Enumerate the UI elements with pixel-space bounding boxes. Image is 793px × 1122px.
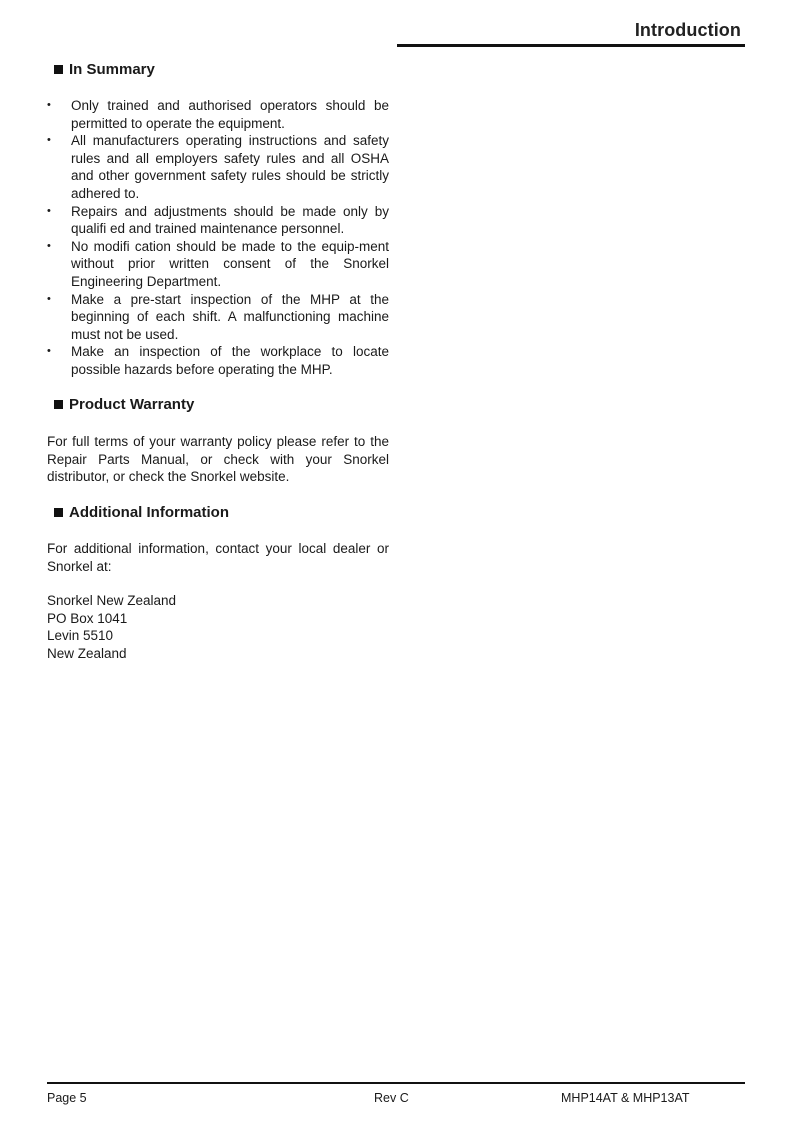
list-item [47,343,389,378]
address-line: New Zealand [47,645,127,661]
header-rule [397,44,745,47]
contact-address [47,592,176,662]
list-item [47,132,389,202]
bullet-dot-icon: • [47,239,51,252]
page-header-title: Introduction [634,20,741,40]
additional-heading-text: Additional Information [69,504,229,521]
list-item-text: Repairs and adjustments should be made only by qualifi ed and trained maintenance personnel. [71,203,389,237]
summary-bullet-list [47,97,389,379]
bullet-dot-icon: • [47,134,51,147]
warranty-heading-text: Product Warranty [69,396,195,413]
list-item [47,97,389,132]
list-item-text: Make an inspection of the workplace to locate possible hazards before operating the MHP. [71,344,389,377]
summary-heading-text: In Summary [69,61,155,78]
list-item [47,291,389,344]
section-heading-warranty [54,396,194,413]
section-heading-summary [54,61,155,78]
list-item-text: No modifi cation should be made to the equip-ment without prior written consent of the Snorkel Engineering Department. [71,238,389,289]
square-bullet-icon [54,400,63,409]
list-item-text: All manufacturers operating instructions and safety rules and all employers safety rules and all OSHA and other government safety rules should be strictly adhered to. [71,133,389,201]
additional-paragraph: For additional information, contact your local dealer or Snorkel at: [47,541,389,574]
bullet-dot-icon: • [47,292,51,305]
bullet-dot-icon: • [47,99,51,111]
address-line: PO Box 1041 [47,610,128,626]
footer-page-number: Page 5 [47,1091,87,1105]
list-item [47,203,389,238]
footer-model: MHP14AT & MHP13AT [561,1091,690,1105]
square-bullet-icon [54,65,63,74]
footer-rule [47,1082,745,1084]
square-bullet-icon [54,508,63,517]
footer-revision: Rev C [374,1091,409,1105]
bullet-dot-icon: • [47,345,51,358]
bullet-dot-icon: • [47,204,51,217]
list-item [47,238,389,291]
list-item-text: Make a pre-start inspection of the MHP at the beginning of each shift. A malfunctioning machine must not be used. [71,291,389,342]
address-line: Snorkel New Zealand [47,593,177,608]
section-heading-additional [54,504,229,521]
warranty-paragraph: For full terms of your warranty policy please refer to the Repair Parts Manual, or check with your Snorkel distributor, or check the Snorkel website. [47,434,389,485]
list-item-text: Only trained and authorised operators should be permitted to operate the equipment. [71,98,389,131]
address-line: Levin 5510 [47,628,114,644]
